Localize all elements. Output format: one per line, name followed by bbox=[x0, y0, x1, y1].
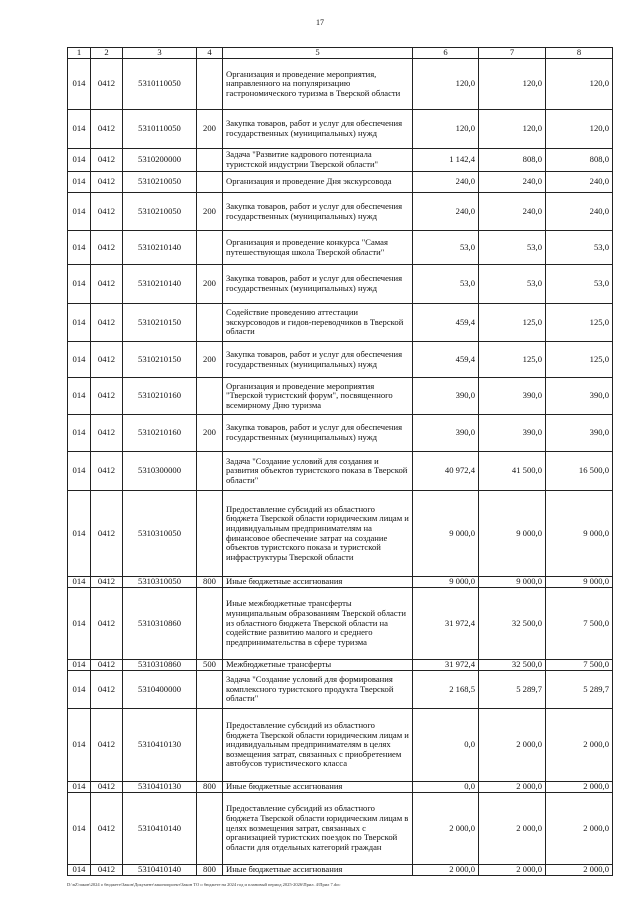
expense-type-cell bbox=[197, 59, 223, 110]
description-cell: Предоставление субсидий из областного бюджета Тверской области юридическим лицам и индивидуальным предпринимателям на финансовое обеспечение затрат на создание объектов туристского показа и туристской инфраструктуры Тверской области bbox=[223, 491, 413, 577]
table-row bbox=[68, 378, 613, 415]
amount-year2-cell: 9 000,0 bbox=[479, 577, 546, 588]
section-code-cell: 0412 bbox=[91, 709, 123, 782]
amount-year3-cell: 125,0 bbox=[546, 304, 613, 342]
amount-year1-cell: 120,0 bbox=[413, 59, 479, 110]
column-header: 3 bbox=[123, 48, 197, 59]
description-cell: Закупка товаров, работ и услуг для обеспечения государственных (муниципальных) нужд bbox=[223, 265, 413, 304]
admin-code-cell: 014 bbox=[68, 231, 91, 265]
section-code-cell: 0412 bbox=[91, 342, 123, 378]
amount-year1-cell: 40 972,4 bbox=[413, 452, 479, 491]
budget-table bbox=[67, 47, 613, 876]
expense-type-cell bbox=[197, 588, 223, 660]
amount-year1-cell: 53,0 bbox=[413, 265, 479, 304]
amount-year3-cell: 2 000,0 bbox=[546, 782, 613, 793]
table-row bbox=[68, 491, 613, 577]
target-article-cell: 5310210160 bbox=[123, 415, 197, 452]
amount-year3-cell: 240,0 bbox=[546, 193, 613, 231]
amount-year2-cell: 32 500,0 bbox=[479, 588, 546, 660]
expense-type-cell bbox=[197, 149, 223, 172]
section-code-cell: 0412 bbox=[91, 782, 123, 793]
amount-year3-cell: 125,0 bbox=[546, 342, 613, 378]
target-article-cell: 5310200000 bbox=[123, 149, 197, 172]
table-row bbox=[68, 709, 613, 782]
description-cell: Организация и проведение Дня экскурсовода bbox=[223, 172, 413, 193]
description-cell: Закупка товаров, работ и услуг для обеспечения государственных (муниципальных) нужд bbox=[223, 342, 413, 378]
section-code-cell: 0412 bbox=[91, 231, 123, 265]
table-row bbox=[68, 660, 613, 671]
target-article-cell: 5310410140 bbox=[123, 865, 197, 876]
section-code-cell: 0412 bbox=[91, 378, 123, 415]
amount-year3-cell: 5 289,7 bbox=[546, 671, 613, 709]
section-code-cell: 0412 bbox=[91, 671, 123, 709]
target-article-cell: 5310310050 bbox=[123, 491, 197, 577]
amount-year3-cell: 53,0 bbox=[546, 265, 613, 304]
expense-type-cell: 200 bbox=[197, 193, 223, 231]
expense-type-cell: 200 bbox=[197, 342, 223, 378]
column-header: 5 bbox=[223, 48, 413, 59]
section-code-cell: 0412 bbox=[91, 59, 123, 110]
admin-code-cell: 014 bbox=[68, 265, 91, 304]
page-number: 17 bbox=[316, 18, 324, 27]
amount-year2-cell: 240,0 bbox=[479, 172, 546, 193]
amount-year1-cell: 390,0 bbox=[413, 415, 479, 452]
description-cell: Предоставление субсидий из областного бюджета Тверской области юридическим лицам и индивидуальным предпринимателям в целях возмещения затрат, связанных с приобретением автобусов туристического класса bbox=[223, 709, 413, 782]
amount-year2-cell: 125,0 bbox=[479, 342, 546, 378]
section-code-cell: 0412 bbox=[91, 660, 123, 671]
amount-year1-cell: 1 142,4 bbox=[413, 149, 479, 172]
expense-type-cell: 200 bbox=[197, 265, 223, 304]
section-code-cell: 0412 bbox=[91, 491, 123, 577]
amount-year3-cell: 7 500,0 bbox=[546, 588, 613, 660]
amount-year3-cell: 2 000,0 bbox=[546, 793, 613, 865]
admin-code-cell: 014 bbox=[68, 304, 91, 342]
section-code-cell: 0412 bbox=[91, 452, 123, 491]
description-cell: Предоставление субсидий из областного бюджета Тверской области юридическим лицам в целях возмещения затрат, связанных с организацией туристских поездок по Тверской области для отдельных категорий граждан bbox=[223, 793, 413, 865]
amount-year1-cell: 240,0 bbox=[413, 172, 479, 193]
admin-code-cell: 014 bbox=[68, 59, 91, 110]
table-row bbox=[68, 452, 613, 491]
description-cell: Межбюджетные трансферты bbox=[223, 660, 413, 671]
description-cell: Иные межбюджетные трансферты муниципальным образованиям Тверской области из областного бюджета Тверской области на содействие развитию малого и среднего предпринимательства в сфере туризма bbox=[223, 588, 413, 660]
amount-year2-cell: 2 000,0 bbox=[479, 793, 546, 865]
amount-year2-cell: 390,0 bbox=[479, 378, 546, 415]
target-article-cell: 5310210140 bbox=[123, 231, 197, 265]
admin-code-cell: 014 bbox=[68, 491, 91, 577]
amount-year3-cell: 7 500,0 bbox=[546, 660, 613, 671]
admin-code-cell: 014 bbox=[68, 149, 91, 172]
amount-year2-cell: 9 000,0 bbox=[479, 491, 546, 577]
table-row bbox=[68, 793, 613, 865]
column-header: 6 bbox=[413, 48, 479, 59]
section-code-cell: 0412 bbox=[91, 110, 123, 149]
amount-year2-cell: 125,0 bbox=[479, 304, 546, 342]
description-cell: Иные бюджетные ассигнования bbox=[223, 577, 413, 588]
amount-year3-cell: 808,0 bbox=[546, 149, 613, 172]
target-article-cell: 5310300000 bbox=[123, 452, 197, 491]
description-cell: Задача "Развитие кадрового потенциала туристской индустрии Тверской области" bbox=[223, 149, 413, 172]
admin-code-cell: 014 bbox=[68, 782, 91, 793]
amount-year1-cell: 0,0 bbox=[413, 709, 479, 782]
amount-year1-cell: 240,0 bbox=[413, 193, 479, 231]
amount-year2-cell: 808,0 bbox=[479, 149, 546, 172]
admin-code-cell: 014 bbox=[68, 671, 91, 709]
section-code-cell: 0412 bbox=[91, 865, 123, 876]
admin-code-cell: 014 bbox=[68, 588, 91, 660]
expense-type-cell bbox=[197, 671, 223, 709]
amount-year2-cell: 2 000,0 bbox=[479, 865, 546, 876]
table-row bbox=[68, 172, 613, 193]
amount-year1-cell: 2 000,0 bbox=[413, 793, 479, 865]
target-article-cell: 5310400000 bbox=[123, 671, 197, 709]
target-article-cell: 5310310860 bbox=[123, 660, 197, 671]
column-header: 4 bbox=[197, 48, 223, 59]
amount-year1-cell: 31 972,4 bbox=[413, 660, 479, 671]
admin-code-cell: 014 bbox=[68, 378, 91, 415]
section-code-cell: 0412 bbox=[91, 588, 123, 660]
target-article-cell: 5310210050 bbox=[123, 193, 197, 231]
target-article-cell: 5310310050 bbox=[123, 577, 197, 588]
table-row bbox=[68, 415, 613, 452]
description-cell: Иные бюджетные ассигнования bbox=[223, 782, 413, 793]
expense-type-cell bbox=[197, 709, 223, 782]
admin-code-cell: 014 bbox=[68, 415, 91, 452]
amount-year1-cell: 9 000,0 bbox=[413, 491, 479, 577]
amount-year3-cell: 390,0 bbox=[546, 415, 613, 452]
section-code-cell: 0412 bbox=[91, 415, 123, 452]
table-row bbox=[68, 588, 613, 660]
amount-year1-cell: 459,4 bbox=[413, 304, 479, 342]
amount-year1-cell: 53,0 bbox=[413, 231, 479, 265]
admin-code-cell: 014 bbox=[68, 452, 91, 491]
amount-year1-cell: 459,4 bbox=[413, 342, 479, 378]
target-article-cell: 5310210140 bbox=[123, 265, 197, 304]
target-article-cell: 5310110050 bbox=[123, 59, 197, 110]
amount-year2-cell: 41 500,0 bbox=[479, 452, 546, 491]
section-code-cell: 0412 bbox=[91, 149, 123, 172]
admin-code-cell: 014 bbox=[68, 577, 91, 588]
target-article-cell: 5310410130 bbox=[123, 782, 197, 793]
expense-type-cell: 800 bbox=[197, 577, 223, 588]
section-code-cell: 0412 bbox=[91, 193, 123, 231]
expense-type-cell: 800 bbox=[197, 865, 223, 876]
table-row bbox=[68, 865, 613, 876]
target-article-cell: 5310210150 bbox=[123, 304, 197, 342]
amount-year3-cell: 53,0 bbox=[546, 231, 613, 265]
table-row bbox=[68, 110, 613, 149]
amount-year1-cell: 9 000,0 bbox=[413, 577, 479, 588]
admin-code-cell: 014 bbox=[68, 793, 91, 865]
amount-year3-cell: 2 000,0 bbox=[546, 709, 613, 782]
expense-type-cell bbox=[197, 793, 223, 865]
expense-type-cell bbox=[197, 491, 223, 577]
amount-year2-cell: 120,0 bbox=[479, 59, 546, 110]
expense-type-cell bbox=[197, 231, 223, 265]
column-header: 7 bbox=[479, 48, 546, 59]
table-row bbox=[68, 577, 613, 588]
table-row bbox=[68, 193, 613, 231]
description-cell: Закупка товаров, работ и услуг для обеспечения государственных (муниципальных) нужд bbox=[223, 415, 413, 452]
amount-year3-cell: 9 000,0 bbox=[546, 491, 613, 577]
header-row bbox=[68, 48, 613, 59]
admin-code-cell: 014 bbox=[68, 193, 91, 231]
target-article-cell: 5310110050 bbox=[123, 110, 197, 149]
admin-code-cell: 014 bbox=[68, 709, 91, 782]
admin-code-cell: 014 bbox=[68, 865, 91, 876]
admin-code-cell: 014 bbox=[68, 342, 91, 378]
section-code-cell: 0412 bbox=[91, 265, 123, 304]
column-header: 8 bbox=[546, 48, 613, 59]
section-code-cell: 0412 bbox=[91, 793, 123, 865]
description-cell: Организация и проведение мероприятия "Тверской туристский форум", посвященного всемирному Дню туризма bbox=[223, 378, 413, 415]
description-cell: Иные бюджетные ассигнования bbox=[223, 865, 413, 876]
column-header: 1 bbox=[68, 48, 91, 59]
table-row bbox=[68, 671, 613, 709]
column-header: 2 bbox=[91, 48, 123, 59]
description-cell: Организация и проведение мероприятия, направленного на популяризацию гастрономического туризма в Тверской области bbox=[223, 59, 413, 110]
target-article-cell: 5310310860 bbox=[123, 588, 197, 660]
target-article-cell: 5310210150 bbox=[123, 342, 197, 378]
expense-type-cell: 500 bbox=[197, 660, 223, 671]
expense-type-cell: 200 bbox=[197, 415, 223, 452]
amount-year1-cell: 390,0 bbox=[413, 378, 479, 415]
amount-year3-cell: 2 000,0 bbox=[546, 865, 613, 876]
section-code-cell: 0412 bbox=[91, 577, 123, 588]
amount-year3-cell: 120,0 bbox=[546, 59, 613, 110]
amount-year1-cell: 2 168,5 bbox=[413, 671, 479, 709]
expense-type-cell bbox=[197, 378, 223, 415]
amount-year2-cell: 390,0 bbox=[479, 415, 546, 452]
description-cell: Содействие проведению аттестации экскурсоводов и гидов-переводчиков в Тверской области bbox=[223, 304, 413, 342]
section-code-cell: 0412 bbox=[91, 172, 123, 193]
amount-year3-cell: 9 000,0 bbox=[546, 577, 613, 588]
table-row bbox=[68, 782, 613, 793]
amount-year2-cell: 5 289,7 bbox=[479, 671, 546, 709]
amount-year2-cell: 2 000,0 bbox=[479, 782, 546, 793]
amount-year3-cell: 120,0 bbox=[546, 110, 613, 149]
table-row bbox=[68, 231, 613, 265]
expense-type-cell: 200 bbox=[197, 110, 223, 149]
description-cell: Закупка товаров, работ и услуг для обеспечения государственных (муниципальных) нужд bbox=[223, 110, 413, 149]
table-row bbox=[68, 149, 613, 172]
amount-year1-cell: 2 000,0 bbox=[413, 865, 479, 876]
amount-year2-cell: 53,0 bbox=[479, 265, 546, 304]
amount-year2-cell: 2 000,0 bbox=[479, 709, 546, 782]
admin-code-cell: 014 bbox=[68, 110, 91, 149]
amount-year2-cell: 53,0 bbox=[479, 231, 546, 265]
description-cell: Организация и проведение конкурса "Самая путешествующая школа Тверской области" bbox=[223, 231, 413, 265]
amount-year1-cell: 31 972,4 bbox=[413, 588, 479, 660]
expense-type-cell bbox=[197, 452, 223, 491]
description-cell: Задача "Создание условий для создания и развития объектов туристского показа в Тверской области" bbox=[223, 452, 413, 491]
admin-code-cell: 014 bbox=[68, 660, 91, 671]
table-row bbox=[68, 342, 613, 378]
table-row bbox=[68, 59, 613, 110]
description-cell: Задача "Создание условий для формирования комплексного туристского продукта Тверской области" bbox=[223, 671, 413, 709]
amount-year3-cell: 390,0 bbox=[546, 378, 613, 415]
admin-code-cell: 014 bbox=[68, 172, 91, 193]
table-row bbox=[68, 265, 613, 304]
expense-type-cell bbox=[197, 304, 223, 342]
description-cell: Закупка товаров, работ и услуг для обеспечения государственных (муниципальных) нужд bbox=[223, 193, 413, 231]
target-article-cell: 5310210050 bbox=[123, 172, 197, 193]
footer-file-path: D:\nZ\закон\2024 о бюджете\Закон\Документ\законопроект\Закон ТО о бюджете на 2024 год и плановый период 2025-2026\Прил. 4\Прил 7.doc bbox=[67, 882, 341, 887]
amount-year2-cell: 32 500,0 bbox=[479, 660, 546, 671]
target-article-cell: 5310410140 bbox=[123, 793, 197, 865]
target-article-cell: 5310410130 bbox=[123, 709, 197, 782]
expense-type-cell: 800 bbox=[197, 782, 223, 793]
amount-year3-cell: 240,0 bbox=[546, 172, 613, 193]
section-code-cell: 0412 bbox=[91, 304, 123, 342]
expense-type-cell bbox=[197, 172, 223, 193]
amount-year3-cell: 16 500,0 bbox=[546, 452, 613, 491]
amount-year2-cell: 120,0 bbox=[479, 110, 546, 149]
amount-year1-cell: 120,0 bbox=[413, 110, 479, 149]
target-article-cell: 5310210160 bbox=[123, 378, 197, 415]
table-row bbox=[68, 304, 613, 342]
amount-year2-cell: 240,0 bbox=[479, 193, 546, 231]
amount-year1-cell: 0,0 bbox=[413, 782, 479, 793]
